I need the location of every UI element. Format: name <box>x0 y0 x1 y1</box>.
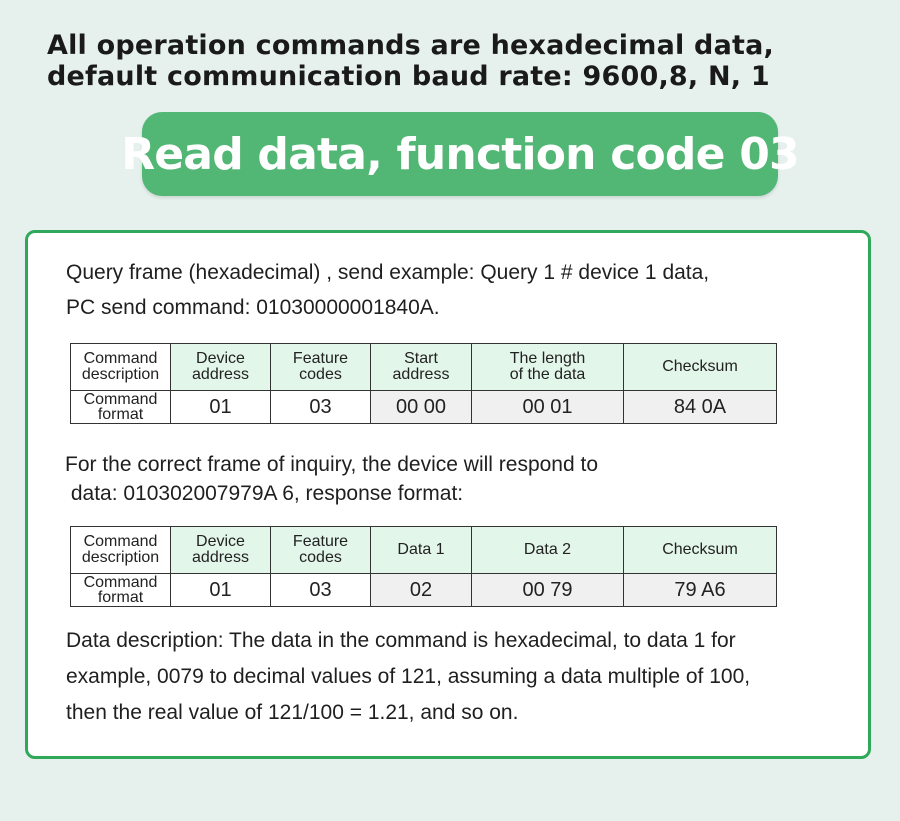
value-cell: 00 79 <box>472 574 624 607</box>
header-cell: Device address <box>171 527 271 574</box>
table-header-row <box>71 344 777 391</box>
value-cell: 79 A6 <box>624 574 777 607</box>
description-line-2: example, 0079 to decimal values of 121, assuming a data multiple of 100, <box>66 665 751 688</box>
header-cell: Device address <box>171 344 271 391</box>
row-label-cell: Command format <box>71 574 171 607</box>
header-cell: Data 1 <box>371 527 472 574</box>
query-frame-table <box>70 343 777 424</box>
value-cell: 84 0A <box>624 391 777 424</box>
query-line-1: Query frame (hexadecimal) , send example: Query 1 # device 1 data, <box>66 261 710 284</box>
value-cell: 03 <box>271 391 371 424</box>
response-paragraph <box>65 450 598 508</box>
description-line-1: Data description: The data in the command is hexadecimal, to data 1 for <box>66 629 736 652</box>
header-cell: Start address <box>371 344 472 391</box>
header-cell: Checksum <box>624 527 777 574</box>
heading-line-1: All operation commands are hexadecimal data, <box>47 30 774 61</box>
value-cell: 00 00 <box>371 391 472 424</box>
query-line-2: PC send command: 01030000001840A. <box>66 296 440 319</box>
header-cell: The length of the data <box>472 344 624 391</box>
table-header-row <box>71 527 777 574</box>
response-line-1: For the correct frame of inquiry, the device will respond to <box>65 453 599 476</box>
banner-title: Read data, function code 03 <box>121 128 799 180</box>
query-paragraph <box>66 255 709 325</box>
value-cell: 03 <box>271 574 371 607</box>
header-cell: Feature codes <box>271 527 371 574</box>
value-cell: 01 <box>171 391 271 424</box>
value-cell: 00 01 <box>472 391 624 424</box>
header-cell: Command description <box>71 344 171 391</box>
value-cell: 01 <box>171 574 271 607</box>
heading-line-2: default communication baud rate: 9600,8, N, 1 <box>47 61 770 92</box>
content-card <box>25 230 871 759</box>
table-row <box>71 391 777 424</box>
header-cell: Feature codes <box>271 344 371 391</box>
response-frame-table <box>70 526 777 607</box>
table-row <box>71 574 777 607</box>
header-cell: Data 2 <box>472 527 624 574</box>
response-line-2: data: 010302007979A 6, response format: <box>65 482 464 505</box>
page-heading <box>47 30 774 92</box>
value-cell: 02 <box>371 574 472 607</box>
section-banner <box>121 112 799 196</box>
header-cell: Command description <box>71 527 171 574</box>
data-description-paragraph <box>66 623 750 731</box>
header-cell: Checksum <box>624 344 777 391</box>
description-line-3: then the real value of 121/100 = 1.21, and so on. <box>66 701 519 724</box>
row-label-cell: Command format <box>71 391 171 424</box>
